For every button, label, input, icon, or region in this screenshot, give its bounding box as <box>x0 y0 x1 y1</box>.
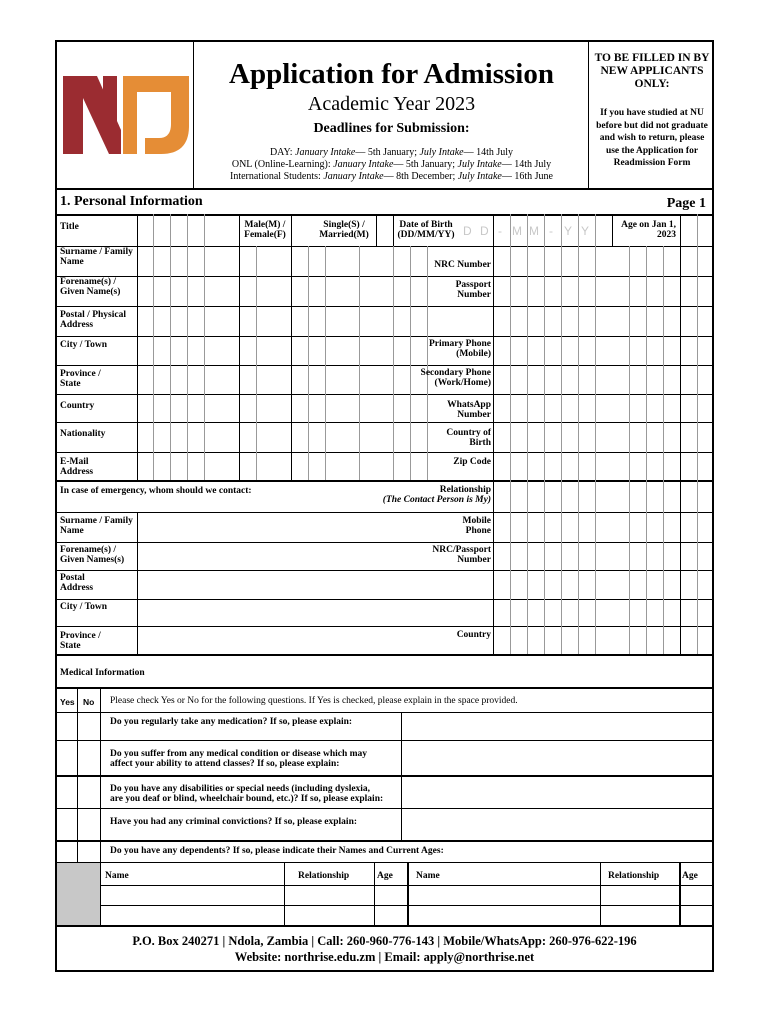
label-dob: Date of Birth (DD/MM/YY) <box>397 220 455 240</box>
label-country: Country <box>60 401 95 411</box>
dob-mask-y1: Y <box>564 224 573 238</box>
label-forename: Forename(s) / Given Name(s) <box>60 277 121 297</box>
medical-q3-line1: Do you have any disabilities or special needs (including dyslexia, <box>110 784 371 794</box>
medical-q2-line2: affect your ability to attend classes? If so, please explain: <box>110 759 340 769</box>
form-title: Application for Admission <box>229 58 554 90</box>
dependents-shade <box>57 863 100 925</box>
label-marital: Single(S) / Married(M) <box>319 220 369 240</box>
logo-mark <box>63 74 193 156</box>
label-primary-phone: Primary Phone (Mobile) <box>428 339 491 359</box>
label-emergency-forename: Forename(s) / Given Names(s) <box>60 545 125 565</box>
label-postal: Postal / Physical Address <box>60 310 126 330</box>
deadline-day: DAY: January Intake— 5th January; July Intake— 14th July <box>269 147 514 158</box>
medical-instructions: Please check Yes or No for the following questions. If Yes is checked, please explain in the space provided. <box>110 696 518 706</box>
dob-mask-d1: D <box>463 224 472 238</box>
medical-q5: Do you have any dependents? If so, please indicate their Names and Current Ages: <box>110 846 444 856</box>
dob-mask-y2: Y <box>581 224 590 238</box>
medical-q1: Do you regularly take any medication? If so, please explain: <box>110 717 353 727</box>
dep-relationship-2: Relationship <box>608 871 660 881</box>
dob-mask-sep2: - <box>549 224 553 238</box>
dep-age-1: Age <box>377 871 393 881</box>
label-emergency-mobile: Mobile Phone <box>462 516 491 536</box>
label-emergency-country: Country <box>456 630 491 640</box>
label-title: Title <box>60 222 79 232</box>
application-form <box>55 40 714 972</box>
label-passport: Passport Number <box>455 280 491 300</box>
label-nationality: Nationality <box>60 429 106 439</box>
dep-age-2: Age <box>682 871 698 881</box>
label-gender: Male(M) / Female(F) <box>244 220 286 240</box>
medical-q4: Have you had any criminal convictions? If so, please explain: <box>110 817 358 827</box>
label-city: City / Town <box>60 340 107 350</box>
label-country-birth: Country of Birth <box>446 428 491 448</box>
emergency-question: In case of emergency, whom should we contact: <box>60 486 252 496</box>
deadline-onl: ONL (Online-Learning): January Intake— 5th January; July Intake— 14th July <box>231 159 552 170</box>
section-title: 1. Personal Information <box>60 194 203 209</box>
dep-name-2: Name <box>416 871 440 881</box>
label-relationship: Relationship <box>439 485 491 495</box>
dob-mask-sep1: - <box>498 224 502 238</box>
notice-title: TO BE FILLED IN BY NEW APPLICANTS ONLY: <box>594 52 710 90</box>
dob-mask-m1: M <box>512 224 522 238</box>
medical-q3-line2: are you deaf or blind, wheelchair bound, etc.)? If so, please explain: <box>110 794 384 804</box>
logo <box>63 74 193 156</box>
label-secondary-phone: Secondary Phone (Work/Home) <box>420 368 491 388</box>
label-surname: Surname / Family Name <box>60 247 133 267</box>
label-zip: Zip Code <box>453 457 491 467</box>
footer-contact: P.O. Box 240271 | Ndola, Zambia | Call: 260-960-776-143 | Mobile/WhatsApp: 260-976-622-196 <box>132 934 637 948</box>
label-emergency-city: City / Town <box>60 602 107 612</box>
label-no: No <box>83 697 95 707</box>
dob-mask-m2: M <box>529 224 539 238</box>
deadlines-heading: Deadlines for Submission: <box>313 121 470 136</box>
label-email: E-Mail Address <box>60 457 94 477</box>
label-emergency-postal: Postal Address <box>60 573 94 593</box>
dob-mask-d2: D <box>480 224 489 238</box>
dep-name-1: Name <box>105 871 129 881</box>
page-number: Page 1 <box>666 196 706 211</box>
label-whatsapp: WhatsApp Number <box>447 400 491 420</box>
label-yes: Yes <box>60 697 75 707</box>
deadline-international: International Students: January Intake— 8th December; July Intake— 16th June <box>230 171 553 182</box>
label-emergency-province: Province / State <box>60 631 101 651</box>
medical-heading: Medical Information <box>60 668 145 678</box>
label-nrc: NRC Number <box>434 260 491 270</box>
label-age: Age on Jan 1, 2023 <box>621 220 676 240</box>
relationship-note: (The Contact Person is My) <box>382 495 491 505</box>
label-emergency-surname: Surname / Family Name <box>60 516 133 536</box>
medical-q2-line1: Do you suffer from any medical condition or disease which may <box>110 749 368 759</box>
academic-year: Academic Year 2023 <box>307 93 476 115</box>
notice-body: If you have studied at NU before but did not graduate and wish to return, please use the Application for Readmission Form <box>596 108 708 168</box>
footer-web: Website: northrise.edu.zm | Email: apply@northrise.net <box>234 950 535 964</box>
label-emergency-nrc: NRC/Passport Number <box>432 545 491 565</box>
label-province: Province / State <box>60 369 101 389</box>
dep-relationship-1: Relationship <box>298 871 350 881</box>
